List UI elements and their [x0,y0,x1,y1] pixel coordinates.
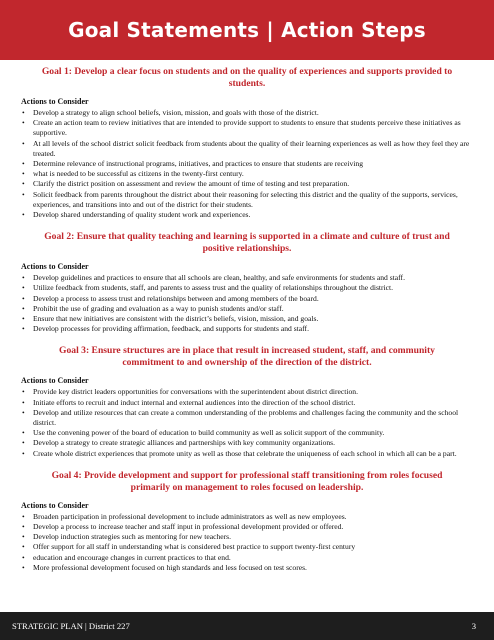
action-item: • Develop and utilize resources that can create a common understanding of the problems and challenges facing the community and the school district. [0,408,494,428]
actions-heading: Actions to Consider [21,500,89,510]
action-item: • Use the convening power of the board of education to build community as well as solicit support of the community. [0,428,494,438]
page-number: 3 [471,621,476,631]
action-item: • Utilize feedback from students, staff, and parents to assess trust and the quality of relationships throughout the district. [0,283,494,293]
actions-list [0,273,494,334]
actions-list [0,108,494,220]
action-item: • Create whole district experiences that promote unity as well as those that celebrate the uniqueness of each school in which all can be a part. [0,449,494,459]
action-item: • Develop a strategy to align school beliefs, vision, mission, and goals with those of the district. [0,108,494,118]
actions-heading: Actions to Consider [21,376,89,386]
title-banner [0,0,494,60]
page-footer [0,612,494,640]
goal-section-4 [0,470,494,573]
footer-label: STRATEGIC PLAN | District 227 [12,621,130,631]
goal-section-3 [0,345,494,458]
action-item: • Prohibit the use of grading and evaluation as a way to punish students and/or staff. [0,304,494,314]
goal-section-1 [0,66,494,220]
action-item: • Initiate efforts to recruit and induct internal and external audiences into the direction of the school district. [0,398,494,408]
goal-title: Goal 1: Develop a clear focus on students and on the quality of experiences and supports provided to students. [41,66,453,89]
action-item: • Broaden participation in professional development to include administrators as well as new employees. [0,512,494,522]
action-item: • Create an action team to review initiatives that are intended to provide support to students to ensure that students perceive these initiatives as supportive. [0,118,494,138]
goals-content [0,66,494,584]
action-item: • Develop a process to increase teacher and staff input in professional development provided or offered. [0,522,494,532]
action-item: • Develop induction strategies such as mentoring for new teachers. [0,532,494,542]
actions-heading: Actions to Consider [21,97,89,106]
action-item: • education and encourage changes in current practices to that end. [0,553,494,563]
action-item: • Develop shared understanding of quality student work and experiences. [0,210,494,220]
action-item: • Develop processes for providing affirmation, feedback, and supports for students and staff. [0,324,494,334]
action-item: • Develop guidelines and practices to ensure that all schools are clean, healthy, and safe environments for students and staff. [0,273,494,283]
action-item: • Solicit feedback from parents throughout the district about their reasoning for selecting this district and the quality of the supports, services, experiences, and transitions into and out of the district for their students. [0,190,494,210]
goal-section-2 [0,231,494,334]
action-item: • Provide key district leaders opportunities for conversations with the superintendent about district direction. [0,387,494,397]
actions-list [0,387,494,458]
actions-heading: Actions to Consider [21,262,89,272]
action-item: • Develop a process to assess trust and relationships between and among members of the board. [0,294,494,304]
page-title: Goal Statements | Action Steps [68,18,426,42]
actions-list [0,512,494,573]
goal-title: Goal 2: Ensure that quality teaching and learning is supported in a climate and culture of trust and positive relationships. [44,231,450,255]
action-item: • what is needed to be successful as citizens in the twenty-first century. [0,169,494,179]
goal-title: Goal 4: Provide development and support for professional staff transitioning from roles focused primarily on management to roles focused on leadership. [51,469,443,493]
action-item: • At all levels of the school district solicit feedback from students about the quality of their learning experiences as well as how they feel they are treated. [0,139,494,159]
goal-title: Goal 3: Ensure structures are in place that result in increased student, staff, and community commitment to and ownership of the direction of the district. [59,345,435,369]
action-item: • Ensure that new initiatives are consistent with the district’s beliefs, vision, mission, and goals. [0,314,494,324]
action-item: • Determine relevance of instructional programs, initiatives, and practices to ensure that students are receiving [0,159,494,169]
action-item: • Develop a strategy to create strategic alliances and partnerships with key community organizations. [0,438,494,448]
action-item: • Offer support for all staff in understanding what is considered best practice to support twenty-first century [0,542,494,552]
action-item: • More professional development focused on high standards and less focused on test scores. [0,563,494,573]
action-item: • Clarify the district position on assessment and review the amount of time of testing and test preparation. [0,179,494,189]
